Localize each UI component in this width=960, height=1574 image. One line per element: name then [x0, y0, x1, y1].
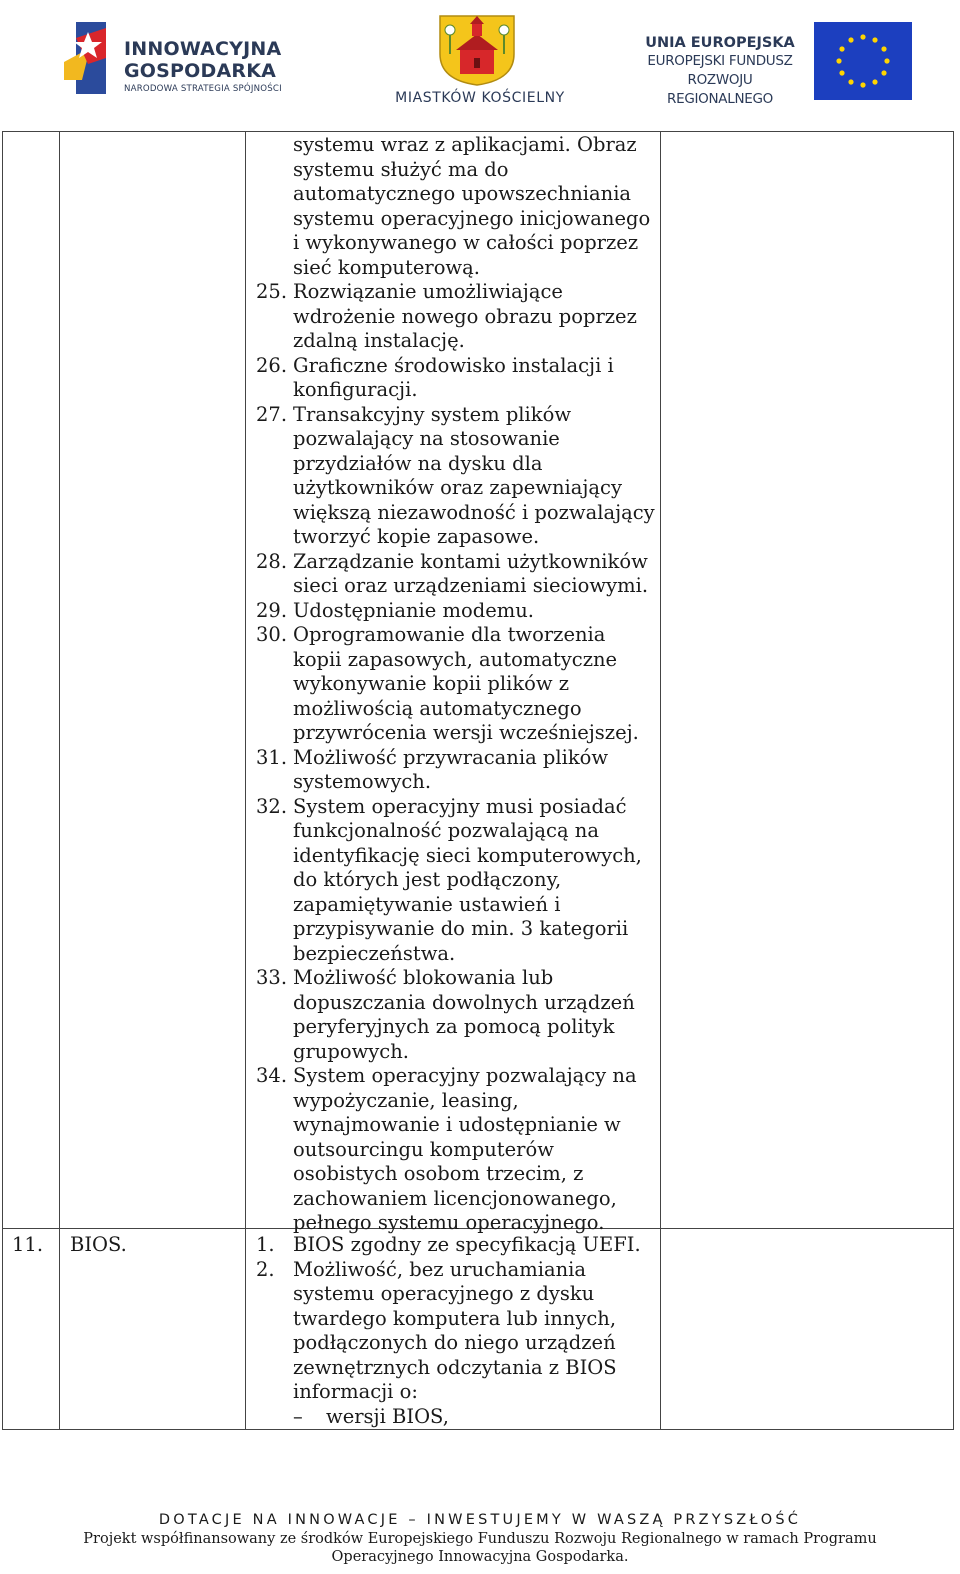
requirements-list-continued	[256, 133, 656, 1236]
footer-note: Projekt współfinansowany ze środków Europejskiego Funduszu Rozwoju Regionalnego w ramach Programu Operacyjnego Innowacyjna Gospodarka.	[83, 1531, 877, 1565]
rozwoju-regionalnego-text: ROZWOJU REGIONALNEGO	[667, 72, 773, 107]
row-number: 11.	[12, 1233, 44, 1256]
item-number	[256, 133, 293, 280]
list-item	[256, 599, 656, 624]
bullet-item	[256, 1405, 656, 1430]
row-name: BIOS.	[70, 1233, 127, 1256]
item-text: systemu wraz z aplikacjami. Obraz systemu służyć ma do automatycznego upowszechniania systemu operacyjnego inicjowanego i wykonywanego w całości poprzez sieć komputerową.	[293, 133, 651, 279]
list-item	[256, 1064, 656, 1236]
item-text: Zarządzanie kontami użytkowników sieci oraz urządzeniami sieciowymi.	[293, 549, 649, 597]
item-number: 32.	[256, 794, 288, 818]
miastkow-koscielny-logo	[380, 14, 580, 108]
unia-europejska-text: UNIA EUROPEJSKA	[645, 35, 795, 51]
item-text: Możliwość blokowania lub dopuszczania dowolnych urządzeń peryferyjnych za pomocą polityk grupowych.	[293, 966, 635, 1063]
item-text: BIOS zgodny ze specyfikacją UEFI.	[293, 1233, 641, 1256]
item-number: 33.	[256, 966, 288, 989]
europejski-fundusz-text: EUROPEJSKI FUNDUSZ	[647, 53, 793, 69]
item-text: Transakcyjny system plików pozwalający na stosowanie przydziałów na dysku dla użytkowników oraz zapewniający większą niezawodność i pozwalający tworzyć kopie zapasowe.	[293, 402, 655, 548]
list-item	[256, 550, 656, 599]
item-number: 29.	[256, 598, 288, 622]
item-text: System operacyjny pozwalający na wypożyczanie, leasing, wynajmowanie i udostępnianie w outsourcingu komputerów osobistych osobom trzecim, z zachowaniem licencjonowanego, pełnego systemu operacyjnego.	[293, 1064, 637, 1234]
item-number: 26.	[256, 353, 288, 377]
innowacyjna-text: INNOWACYJNA	[124, 38, 282, 60]
miastkow-name: MIASTKÓW KOŚCIELNY	[395, 90, 565, 106]
list-item	[256, 354, 656, 403]
eu-flag-icon	[814, 22, 912, 100]
item-number: 28.	[256, 549, 288, 573]
innowacyjna-gospodarka-logo	[62, 18, 302, 100]
item-number: 30.	[256, 623, 288, 646]
item-number: 25.	[256, 280, 288, 303]
item-text: Rozwiązanie umożliwiające wdrożenie nowego obrazu poprzez zdalną instalację.	[293, 280, 637, 352]
item-text: Graficzne środowisko instalacji i konfiguracji.	[293, 353, 614, 401]
eu-logo	[634, 22, 914, 107]
dash-marker: –	[293, 1404, 303, 1428]
list-item	[256, 966, 656, 1064]
list-item	[256, 1258, 656, 1405]
col-border	[59, 131, 60, 1430]
innowacyjna-gospodarka-emblem-icon	[62, 18, 112, 98]
item-text: Oprogramowanie dla tworzenia kopii zapasowych, automatyczne wykonywanie kopii plików z możliwością automatycznego przywrócenia wersji wcześniejszej.	[293, 623, 639, 744]
narodowa-strategia-text: NARODOWA STRATEGIA SPÓJNOŚCI	[124, 84, 282, 94]
list-item	[256, 623, 656, 746]
col-border	[2, 131, 3, 1430]
item-number: 2.	[256, 1257, 275, 1281]
col-border	[953, 131, 954, 1430]
list-item	[256, 795, 656, 967]
bullet-text: wersji BIOS,	[326, 1404, 449, 1428]
list-item	[256, 1233, 656, 1258]
list-item	[256, 746, 656, 795]
gospodarka-text: GOSPODARKA	[124, 60, 277, 82]
table-bottom-border	[2, 1429, 954, 1430]
item-text: Udostępnianie modemu.	[293, 598, 534, 622]
bios-requirements-list	[256, 1233, 656, 1429]
item-text: Możliwość, bez uruchamiania systemu operacyjnego z dysku twardego komputera lub innych, podłączonych do niego urządzeń zewnętrznych odczytania z BIOS informacji o:	[293, 1257, 617, 1403]
list-item	[256, 133, 656, 280]
page-footer	[0, 1512, 960, 1566]
list-item	[256, 280, 656, 354]
item-text: System operacyjny musi posiadać funkcjonalność pozwalającą na identyfikację sieci komputerowych, do których jest podłączony, zapamiętywanie ustawień i przypisywanie do min. 3 kategorii bezpieczeństwa.	[293, 794, 642, 965]
item-number: 34.	[256, 1064, 288, 1087]
specification-table	[2, 131, 954, 1430]
footer-slogan: DOTACJE NA INNOWACJE – INWESTUJEMY W WASZĄ PRZYSZŁOŚĆ	[158, 1512, 802, 1528]
miastkow-crest-icon	[438, 14, 516, 86]
col-border	[245, 131, 246, 1430]
table-top-border	[2, 131, 954, 132]
item-number: 1.	[256, 1233, 275, 1256]
item-text: Możliwość przywracania plików systemowych.	[293, 745, 609, 793]
item-number: 31.	[256, 745, 288, 769]
col-border	[660, 131, 661, 1430]
item-number: 27.	[256, 402, 288, 426]
list-item	[256, 403, 656, 550]
